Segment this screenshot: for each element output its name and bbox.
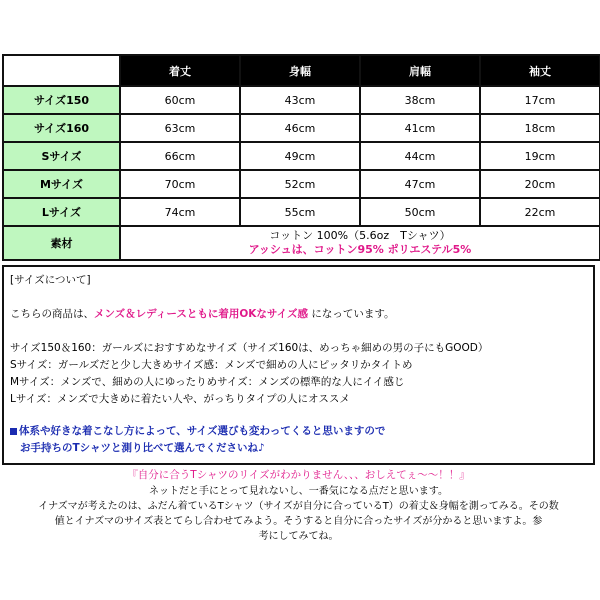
cell-value: 49cm: [240, 142, 360, 170]
cell-value: 70cm: [120, 170, 240, 198]
table-row: [3, 142, 600, 170]
cell-value: 47cm: [360, 170, 480, 198]
message-line: 値とイナズマのサイズ表とてらし合わせてみよう。そうすると自分に合ったサイズが分かると思いますよ。参: [54, 516, 543, 527]
message-line: イナズマが考えたのは、ふだん着ているTシャツ（サイズが自分に合っているT）の着丈＆身幅を測ってみる。その数: [38, 501, 559, 512]
advice-line-1: [10, 424, 385, 438]
row-label: Mサイズ: [3, 170, 120, 198]
material-cell: [120, 226, 600, 260]
size-info-box: [2, 265, 595, 465]
cell-value: 43cm: [240, 86, 360, 114]
intro-prefix: こちらの商品は、: [10, 308, 94, 320]
header-shoulder: 肩幅: [360, 55, 480, 86]
header-row: [3, 55, 600, 86]
cell-value: 41cm: [360, 114, 480, 142]
header-length: 着丈: [120, 55, 240, 86]
intro-highlight: メンズ＆レディースともに着用OKなサイズ感: [94, 308, 309, 320]
cell-value: 74cm: [120, 198, 240, 226]
message-quote: 『自分に合うTシャツのリイズがわかりません、、、おしえてぇ〜〜！！』: [127, 469, 470, 481]
row-label: サイズ160: [3, 114, 120, 142]
table-row: [3, 114, 600, 142]
size-note-line: Sサイズ：ガールズだと少し大きめサイズ感：メンズで細めの人にピッタリかタイトめ: [10, 359, 413, 371]
material-line: コットン 100%（5.6oz Tシャツ）: [269, 229, 451, 242]
header-sleeve: 袖丈: [480, 55, 600, 86]
cell-value: 60cm: [120, 86, 240, 114]
message-box: [2, 467, 595, 542]
material-row: [3, 226, 600, 260]
row-label: Sサイズ: [3, 142, 120, 170]
cell-value: 17cm: [480, 86, 600, 114]
info-heading: [サイズについて]: [10, 274, 91, 286]
table-row: [3, 86, 600, 114]
size-table: [2, 54, 600, 261]
cell-value: 20cm: [480, 170, 600, 198]
bullet-square-icon: [10, 428, 17, 435]
table-row: [3, 170, 600, 198]
size-note-line: Mサイズ：メンズで、細めの人にゆったりめサイズ：メンズの標準的な人にイイ感じ: [10, 376, 405, 388]
cell-value: 66cm: [120, 142, 240, 170]
material-note: アッシュは、コットン95% ポリエステル5%: [248, 243, 472, 256]
intro-suffix: になっています。: [311, 308, 395, 320]
cell-value: 63cm: [120, 114, 240, 142]
size-note-line: Lサイズ：メンズで大きめに着たい人や、がっちりタイプの人にオススメ: [10, 393, 350, 405]
row-label: サイズ150: [3, 86, 120, 114]
cell-value: 55cm: [240, 198, 360, 226]
cell-value: 38cm: [360, 86, 480, 114]
corner-cell: [3, 55, 120, 86]
info-intro: [10, 307, 395, 321]
cell-value: 19cm: [480, 142, 600, 170]
cell-value: 18cm: [480, 114, 600, 142]
material-label: 素材: [3, 226, 120, 260]
cell-value: 22cm: [480, 198, 600, 226]
advice-text-1: 体系や好きな着こなし方によって、サイズ選びも変わってくると思いますので: [19, 425, 386, 437]
message-line: ネットだと手にとって見れないし、一番気になる点だと思います。: [149, 486, 448, 497]
table-row: [3, 198, 600, 226]
size-note-line: サイズ150＆160：ガールズにおすすめなサイズ（サイズ160は、めっちゃ細めの男の子にもGOOD）: [10, 342, 489, 354]
cell-value: 52cm: [240, 170, 360, 198]
cell-value: 50cm: [360, 198, 480, 226]
row-label: Lサイズ: [3, 198, 120, 226]
message-line: 考にしてみてね。: [258, 531, 339, 542]
advice-line-2: お手持ちのTシャツと測り比べて選んでくださいね♪: [20, 442, 265, 454]
cell-value: 46cm: [240, 114, 360, 142]
header-width: 身幅: [240, 55, 360, 86]
cell-value: 44cm: [360, 142, 480, 170]
